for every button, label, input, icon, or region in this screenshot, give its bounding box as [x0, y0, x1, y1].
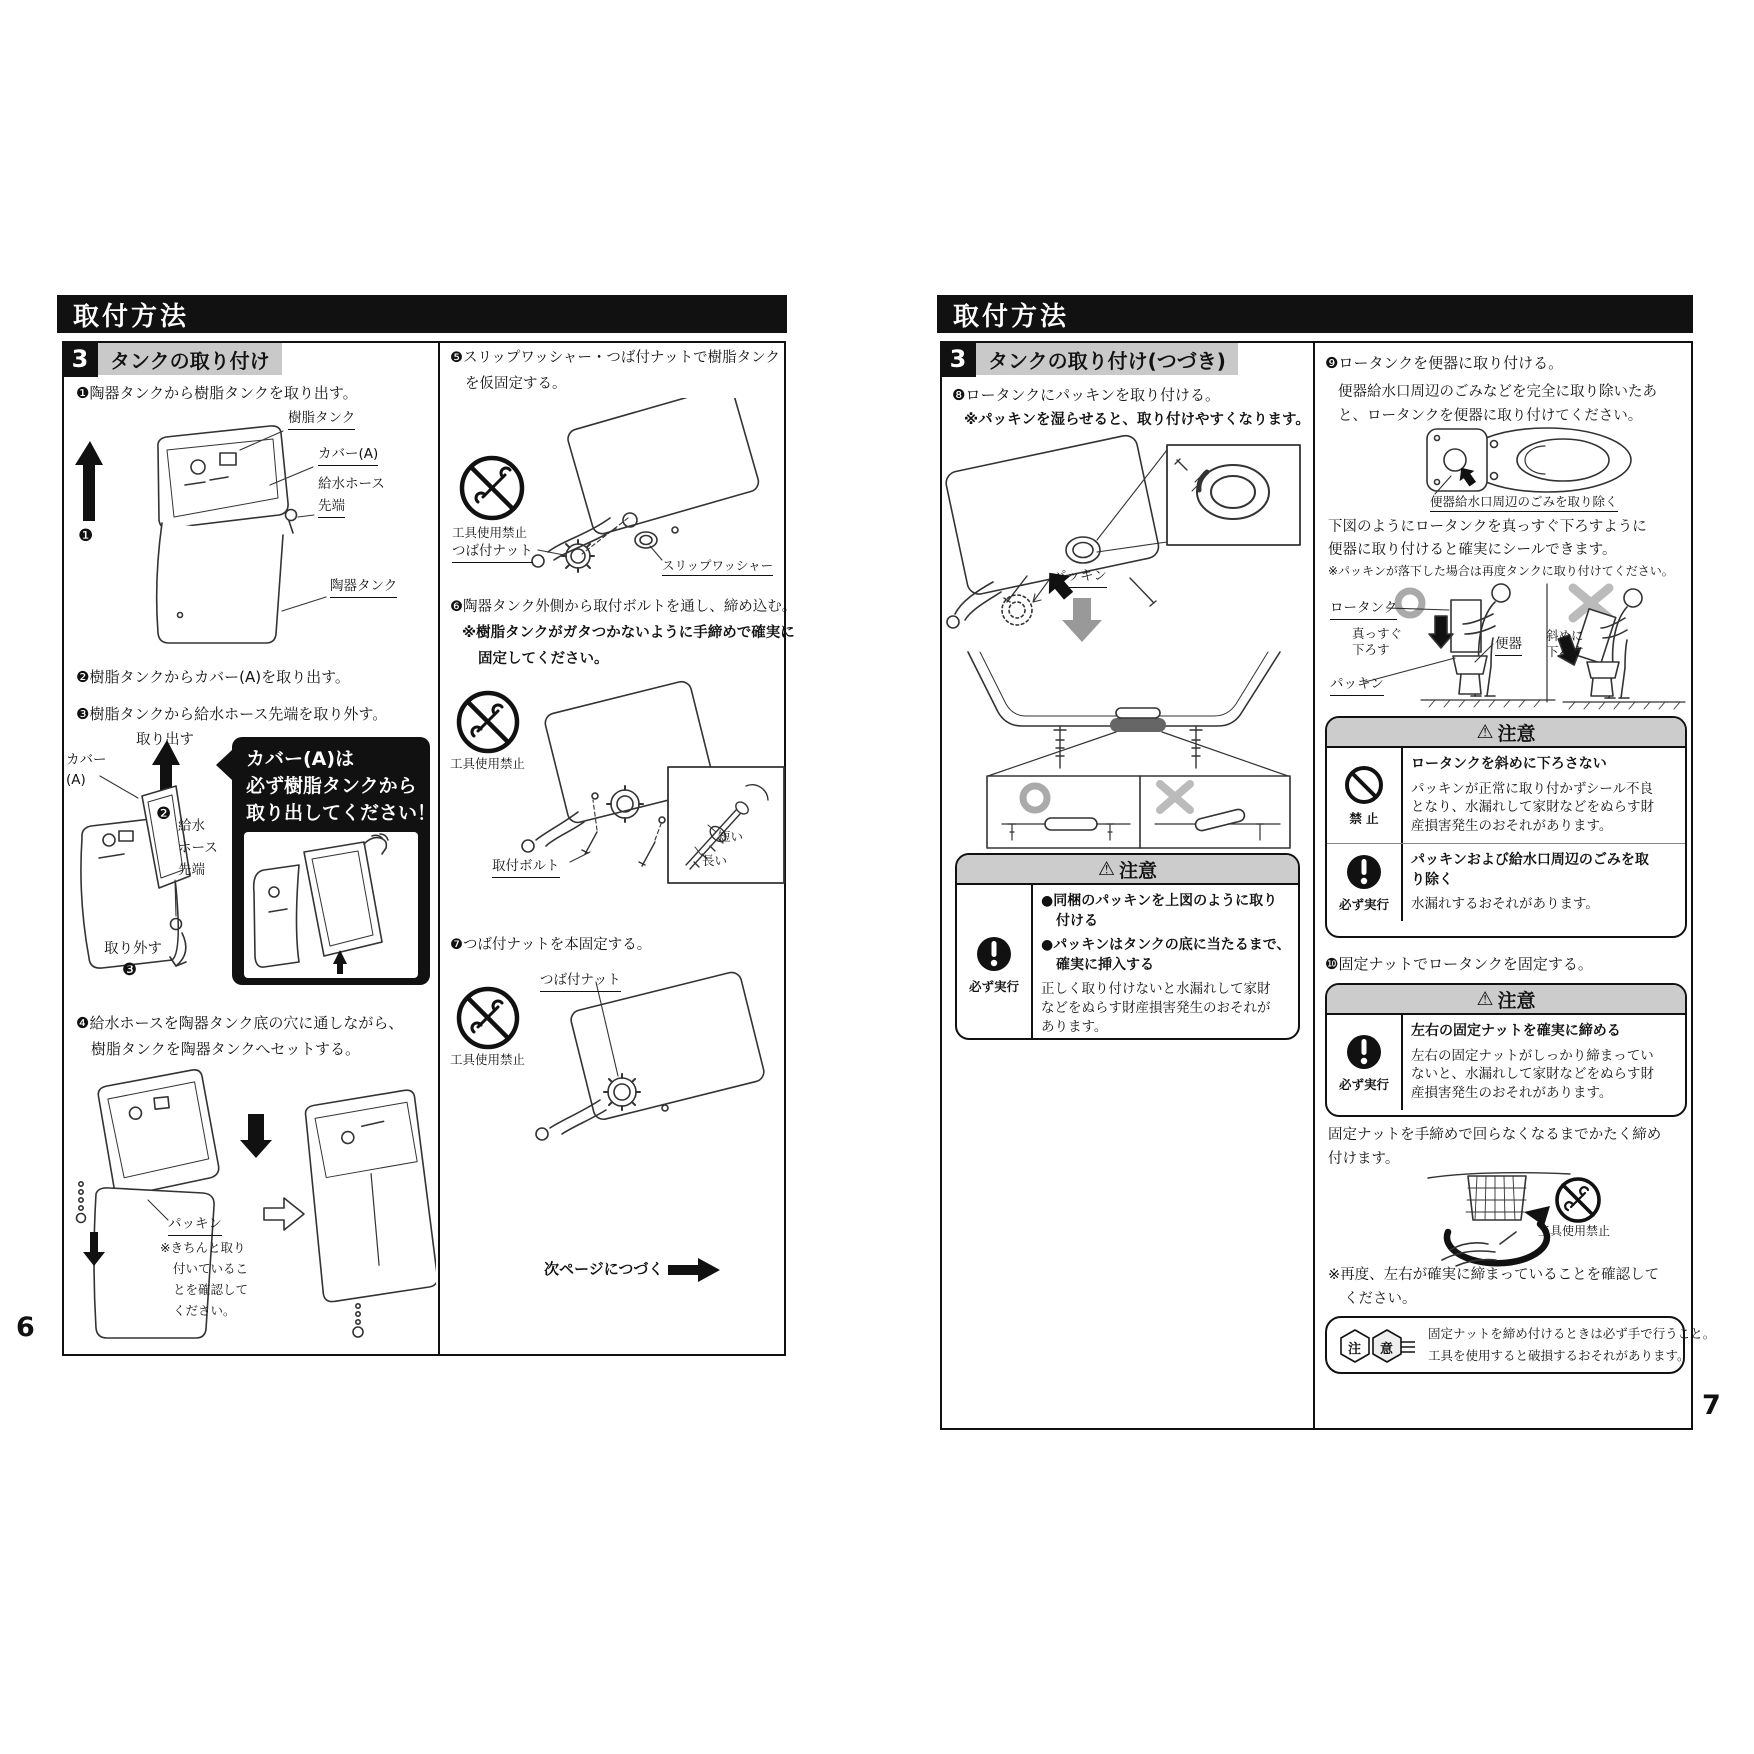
step-6a: ❻陶器タンク外側から取付ボルトを通し、締め込む。: [450, 599, 797, 615]
caution-dirt-body: 水漏れするおそれがあります。: [1411, 896, 1599, 913]
packing-note-1: ※きちんと取り: [160, 1240, 246, 1255]
label-take-out: 取り出す: [136, 732, 194, 748]
warning-icon: ⚠: [1476, 721, 1494, 743]
label-no-tools-4: 工具使用禁止: [1538, 1224, 1611, 1238]
step-5b: を仮固定する。: [465, 376, 567, 392]
mandatory-icon-cell: [1327, 1015, 1403, 1110]
mandatory-label: 必ず実行: [1338, 1077, 1389, 1093]
marker-1: ❶: [78, 526, 94, 546]
label-cover-line1: カバー: [66, 752, 107, 768]
caution-nuts-b3: 産損害発生のおそれがあります。: [1411, 1085, 1613, 1102]
label-slip-washer: スリップワッシャー: [662, 558, 773, 576]
step-4b: 樹脂タンクを陶器タンクへセットする。: [91, 1040, 360, 1058]
label-remove-dirt: 便器給水口周辺のごみを取り除く: [1430, 494, 1618, 512]
label-straight-1: 真っすぐ: [1352, 626, 1403, 641]
step-9b2: と、ロータンクを便器に取り付けてください。: [1338, 408, 1643, 424]
mandatory-icon-cell: [957, 885, 1033, 1040]
gray-down-arrow-icon: [1062, 598, 1102, 642]
mandatory-icon: [1344, 1032, 1384, 1072]
fig-hand-tighten: [1420, 1166, 1630, 1274]
label-packing-p7: パッキン: [1053, 568, 1107, 588]
label-remove: 取り外す: [104, 941, 162, 957]
label-straight-2: 下ろす: [1352, 642, 1390, 657]
caution-box-packing: [955, 853, 1300, 1040]
step-6b: ※樹脂タンクがガタつかないように手締めで確実に: [462, 625, 795, 641]
step-9c1: 下図のようにロータンクを真っすぐ下ろすように: [1328, 519, 1647, 535]
label-angle-1: 斜めに: [1546, 628, 1584, 643]
no-tools-icon: [459, 989, 517, 1047]
step-5a: ❺スリップワッシャー・つば付ナットで樹脂タンク: [450, 350, 780, 366]
callout-tail: [216, 750, 232, 780]
step-9b1: 便器給水口周辺のごみなどを完全に取り除いたあ: [1338, 384, 1657, 400]
note-line-2: 工具を使用すると破損するおそれがあります。: [1428, 1348, 1690, 1363]
callout-line1: カバー(A)は: [246, 748, 355, 770]
step-9c3: ※パッキンが落下した場合は再度タンクに取り付けてください。: [1328, 564, 1674, 578]
label-low-tank: ロータンク: [1330, 600, 1397, 620]
prohibit-label: 禁 止: [1349, 811, 1379, 827]
step-6c: 固定してください。: [478, 651, 609, 667]
label-packing-scene: パッキン: [1330, 676, 1384, 696]
caution-packing-body3: あります。: [1041, 1019, 1108, 1036]
label-cover-a: カバー(A): [318, 446, 378, 466]
packing-note-2: 付いているこ: [173, 1261, 249, 1276]
caution-box-nuts: [1325, 983, 1687, 1117]
page7-section-number: 3: [940, 341, 976, 377]
label-hose-v1: 給水: [178, 818, 205, 834]
label-cover-line2: (A): [66, 772, 86, 788]
prohibit-icon-cell: [1327, 748, 1403, 843]
fig-remove-resin-tank: [70, 405, 435, 653]
caution-lowering-title: ⚠ 注意: [1327, 718, 1685, 748]
warning-icon: ⚠: [1097, 858, 1116, 880]
page7-section-title: タンクの取り付け(つづき): [976, 343, 1238, 375]
nut-icon-char-2: 意: [1380, 1342, 1394, 1357]
page7-header: 取付方法: [953, 301, 1070, 332]
label-hose-1: 給水ホース: [318, 476, 385, 492]
step-10: ❿固定ナットでロータンクを固定する。: [1325, 955, 1593, 973]
caution-nuts-title: ⚠ 注意: [1327, 985, 1685, 1015]
fig-attach-packing: [945, 430, 1305, 648]
no-tools-icon: [459, 693, 517, 751]
page6-section-number: 3: [62, 341, 98, 377]
caution-packing-b2b: 確実に挿入する: [1056, 956, 1154, 973]
caution-lowering-b2: となり、水漏れして家財などをぬらす財: [1411, 799, 1654, 816]
page6-section-title: タンクの取り付け: [98, 343, 282, 375]
caution-packing-b1a: ●同梱のパッキンを上図のように取り: [1041, 893, 1278, 909]
label-short: 短い: [718, 829, 744, 844]
label-hose-2: 先端: [318, 498, 345, 518]
callout-line2: 必ず樹脂タンクから: [246, 775, 417, 797]
nut-icon-char-1: 注: [1348, 1342, 1362, 1357]
prohibit-icon: [1343, 764, 1385, 806]
caution-lowering-head: ロータンクを斜めに下ろさない: [1411, 756, 1607, 772]
caution-packing-b1b: 付ける: [1056, 912, 1098, 929]
step-2: ❷樹脂タンクからカバー(A)を取り出す。: [76, 668, 350, 686]
marker-2: ❷: [156, 804, 172, 824]
step-9c2: 便器に取り付けると確実にシールできます。: [1328, 542, 1617, 558]
no-tools-icon: [1557, 1179, 1599, 1221]
label-resin-tank: 樹脂タンク: [288, 410, 355, 430]
continue-next-page: 次ページにつづく: [544, 1260, 664, 1278]
next-page-arrow-icon: [668, 1258, 720, 1282]
label-toilet: 便器: [1495, 636, 1522, 656]
step-7: ❼つば付ナットを本固定する。: [450, 937, 652, 953]
fig-cover-hand: [244, 832, 418, 978]
label-long: 長い: [702, 853, 728, 868]
label-hose-v3: 先端: [178, 862, 205, 878]
label-no-tools-3: 工具使用禁止: [450, 1052, 526, 1067]
label-no-tools-2: 工具使用禁止: [450, 756, 526, 771]
step-8a: ❽ロータンクにパッキンを取り付ける。: [952, 386, 1220, 404]
label-flange-nut-2: つば付ナット: [540, 972, 621, 992]
caution-packing-body1: 正しく取り付けないと水漏れして家財: [1041, 981, 1271, 998]
step-4a: ❹給水ホースを陶器タンク底の穴に通しながら、: [76, 1014, 404, 1032]
packing-note-3: とを確認して: [173, 1282, 249, 1297]
label-packing-p6: パッキン: [168, 1216, 222, 1236]
recheck-text-2: ください。: [1344, 1291, 1417, 1307]
step-9: ❾ロータンクを便器に取り付ける。: [1325, 354, 1564, 372]
label-mounting-bolt: 取付ボルト: [492, 858, 560, 878]
label-flange-nut-1: つば付ナット: [452, 543, 533, 563]
step-8b: ※パッキンを湿らせると、取り付けやすくなります。: [964, 412, 1310, 428]
packing-note-4: ください。: [173, 1303, 236, 1318]
caution-nuts-b2: ないと、水漏れして家財などをぬらす財: [1411, 1066, 1654, 1083]
caution-dirt-head2: り除く: [1411, 871, 1453, 888]
label-no-tools-1: 工具使用禁止: [452, 525, 528, 540]
warning-icon: ⚠: [1476, 988, 1494, 1010]
label-angle-2: 下ろす: [1546, 644, 1584, 659]
caution-lowering-b3: 産損害発生のおそれがあります。: [1411, 818, 1613, 835]
nut-caution-icon: [1331, 1322, 1421, 1368]
page6-header: 取付方法: [73, 301, 190, 332]
page6-header-bar: [57, 295, 787, 333]
label-ceramic-tank: 陶器タンク: [330, 578, 397, 598]
caution-packing-b2a: ●パッキンはタンクの底に当たるまで、: [1041, 937, 1291, 954]
caution-dirt-head1: パッキンおよび給水口周辺のごみを取: [1411, 852, 1649, 869]
caution-nuts-head: 左右の固定ナットを確実に締める: [1411, 1023, 1621, 1039]
mandatory-label: 必ず実行: [1338, 897, 1389, 913]
label-hose-v2: ホース: [178, 840, 218, 856]
page7-number: 7: [1702, 1390, 1721, 1421]
marker-3: ❸: [122, 960, 138, 980]
page6-column-divider: [438, 341, 440, 1356]
fig-toilet-top-view: [1395, 424, 1645, 498]
caution-nuts-b1: 左右の固定ナットがしっかり締まってい: [1411, 1047, 1654, 1064]
mandatory-icon-cell: [1327, 844, 1403, 921]
note-line-1: 固定ナットを締め付けるときは必ず手で行うこと。: [1428, 1326, 1716, 1341]
tighten-text-1: 固定ナットを手締めで回らなくなるまでかたく締め: [1328, 1127, 1662, 1143]
no-tools-icon: [462, 458, 522, 518]
fig-tank-bottom-compare: [950, 646, 1300, 850]
caution-lowering-b1: パッキンが正常に取り付かずシール不良: [1411, 780, 1654, 797]
caution-box-lowering: [1325, 716, 1687, 938]
tighten-text-2: 付けます。: [1328, 1151, 1400, 1167]
caution-packing-title: ⚠ 注意: [957, 855, 1298, 885]
mandatory-icon: [974, 934, 1014, 974]
page6-number: 6: [16, 1312, 35, 1343]
mandatory-icon: [1344, 852, 1384, 892]
step-3: ❸樹脂タンクから給水ホース先端を取り外す。: [76, 705, 388, 723]
callout-line3: 取り出してください！: [246, 802, 437, 824]
caution-packing-body2: などをぬらす財産損害発生のおそれが: [1041, 1000, 1271, 1017]
mandatory-label: 必ず実行: [968, 979, 1019, 995]
page7-column-divider: [1313, 341, 1315, 1430]
recheck-text-1: ※再度、左右が確実に締まっていることを確認して: [1328, 1267, 1660, 1283]
fig-set-resin-tank: [68, 1066, 436, 1356]
step-1: ❶陶器タンクから樹脂タンクを取り出す。: [76, 384, 358, 402]
page7-header-bar: [937, 295, 1693, 333]
